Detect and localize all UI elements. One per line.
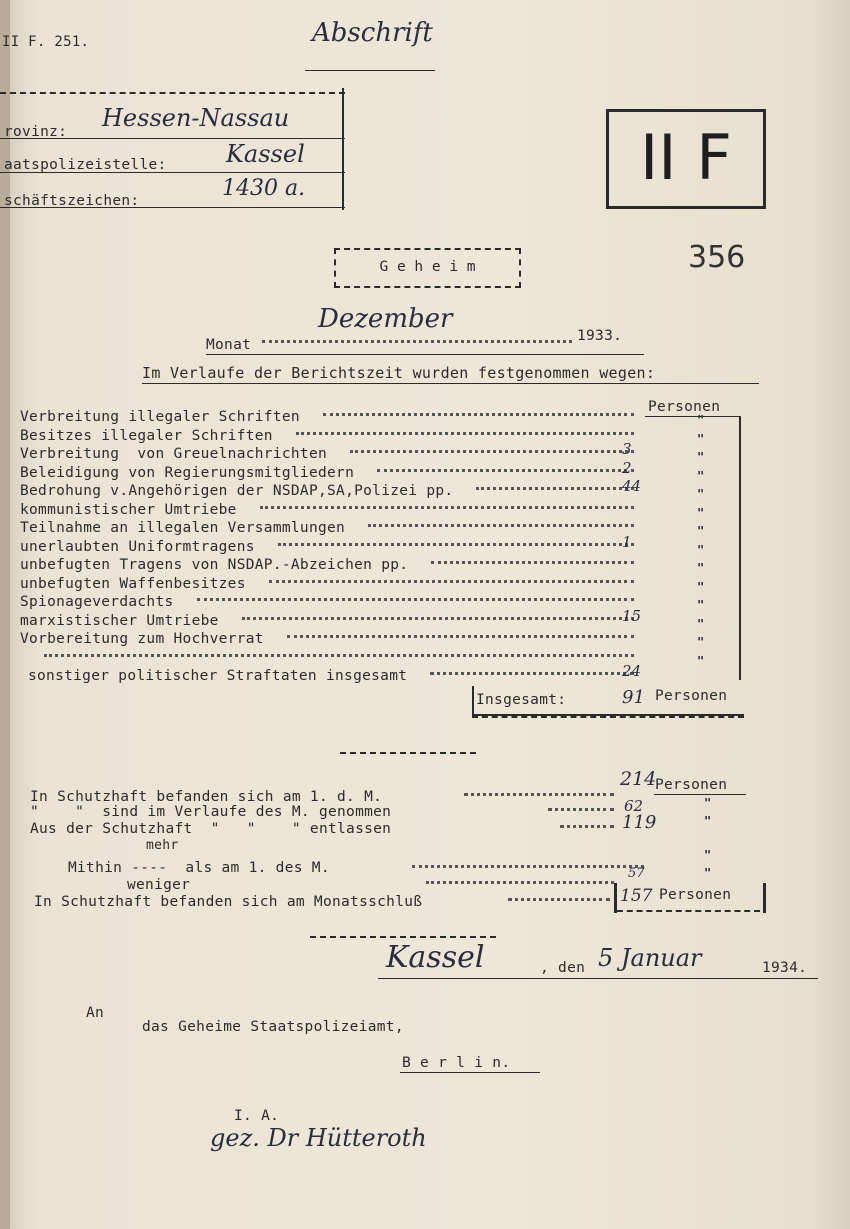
offense-ditto: ": [697, 450, 705, 464]
offense-dots: [368, 524, 634, 527]
offense-dots: [278, 543, 634, 546]
weniger-ditto: ": [704, 866, 712, 880]
offense-label: Vorbereitung zum Hochverrat: [20, 631, 264, 647]
offense-label: Verbreitung illegaler Schriften: [20, 409, 300, 425]
total-value: 91: [622, 687, 645, 708]
section-separator: [340, 752, 476, 754]
offense-dots: [287, 635, 634, 638]
offense-dots: [242, 617, 634, 620]
table-right-edge: [739, 416, 741, 680]
month-value: Dezember: [318, 304, 453, 334]
schutzhaft-row2-value: 62: [624, 797, 644, 815]
schutzhaft-row3-ditto: ": [704, 814, 712, 828]
address-city-underline: [400, 1072, 540, 1073]
total-unit: Personen: [655, 688, 728, 704]
offense-ditto: ": [697, 653, 705, 668]
schutzhaft-row1-dots: [464, 793, 614, 796]
offense-ditto: ": [697, 487, 705, 501]
schutzhaft-row1-value: 214: [620, 768, 657, 790]
weniger-dots: [426, 881, 614, 884]
offense-label: Bedrohung v.Angehörigen der NSDAP,SA,Polizei pp.: [20, 483, 454, 499]
schutzhaft-row3-value: 119: [622, 812, 657, 833]
offense-ditto: ": [697, 561, 705, 575]
offense-dots: [476, 487, 634, 490]
offense-dots: [197, 598, 634, 601]
schutzhaft-row2-label: " " sind im Verlaufe des M. genommen: [30, 804, 392, 820]
schutzhaft-row5-label: In Schutzhaft befanden sich am Monatsschluß: [34, 894, 423, 910]
frame-top-line: [0, 92, 345, 94]
offense-label: unerlaubten Uniformtragens: [20, 538, 255, 555]
offense-label: Beleidigung von Regierungsmitgliedern: [20, 464, 355, 481]
intro-underline: [142, 383, 759, 384]
offense-ditto: ": [697, 468, 705, 483]
abschrift-underline: [305, 70, 435, 71]
den-label: , den: [540, 960, 586, 976]
offense-ditto: ": [697, 635, 705, 649]
offense-count: 3: [622, 440, 632, 458]
mithin-ditto: ": [704, 848, 712, 862]
binding-gutter: [0, 0, 10, 1229]
offense-ditto: ": [697, 431, 705, 446]
offense-label: Teilnahme an illegalen Versammlungen: [20, 520, 346, 536]
frame-line-1: [0, 138, 345, 139]
schutzhaft-row3-label: Aus der Schutzhaft " " " entlassen: [30, 821, 392, 837]
offense-count: 1: [622, 532, 632, 551]
frame-right-edge: [342, 88, 344, 210]
reference-number: II F. 251.: [2, 34, 90, 50]
month-year: 1933.: [577, 328, 623, 344]
offense-dots: [377, 469, 634, 472]
schutzhaft-row5-dots: [508, 898, 610, 901]
mithin-dots: [412, 865, 644, 868]
signature-separator: [310, 936, 496, 938]
offense-label: unbefugten Tragens von NSDAP.-Abzeichen pp.: [20, 557, 409, 573]
schutzhaft-row1-label: In Schutzhaft befanden sich am 1. d. M.: [30, 789, 383, 805]
date-handwritten: 5 Januar: [598, 944, 702, 972]
stelle-label: aatspolizeistelle:: [4, 157, 167, 173]
frame-line-3: [0, 207, 345, 208]
month-underline: [206, 354, 644, 355]
department-stamp: [606, 109, 766, 209]
classification-text: G e h e i m: [379, 259, 476, 275]
schutzhaft-row4-value: 57: [628, 866, 645, 881]
address-an: An: [86, 1005, 105, 1021]
offense-count: 24: [622, 662, 642, 680]
provinz-label: rovinz:: [4, 124, 68, 140]
month-label: Monat: [206, 337, 252, 353]
total-double-line: [472, 716, 744, 718]
offense-ditto: ": [697, 579, 705, 594]
offense-count: 2: [622, 458, 632, 477]
frame-line-2: [0, 172, 345, 173]
offense-ditto: ": [697, 505, 705, 520]
stelle-value: Kassel: [226, 140, 305, 168]
schutzhaft-row2-ditto: ": [704, 796, 712, 810]
personen-underline: [645, 416, 741, 417]
offense-dots: [431, 561, 634, 564]
offense-dots: [260, 506, 634, 509]
offense-dots: [430, 672, 634, 675]
offense-dots: [44, 654, 634, 657]
offense-count: 44: [622, 477, 642, 495]
total-label: Insgesamt:: [476, 692, 567, 708]
weniger-label: weniger: [127, 877, 191, 893]
offense-ditto: ": [697, 413, 705, 427]
offense-ditto: ": [697, 542, 705, 557]
schutzhaft-row1-unit: Personen: [655, 777, 728, 793]
offense-label: Besitzes illegaler Schriften: [20, 427, 273, 444]
month-dots: [262, 340, 572, 343]
offense-dots: [296, 432, 634, 435]
offense-label: Verbreitung von Greuelnachrichten: [20, 446, 328, 462]
offense-dots: [350, 450, 634, 453]
provinz-value: Hessen-Nassau: [102, 104, 290, 132]
offense-dots: [323, 413, 634, 416]
intro-text: Im Verlaufe der Berichtszeit wurden festgenommen wegen:: [142, 364, 656, 382]
signature-ia: I. A.: [234, 1108, 280, 1124]
schutzhaft-unit-underline: [654, 794, 746, 795]
zeichen-value: 1430 a.: [222, 176, 306, 201]
sheet-number: 356: [688, 240, 746, 275]
date-underline: [378, 978, 818, 979]
offense-count: 15: [622, 606, 642, 625]
offense-label: unbefugten Waffenbesitzes: [20, 575, 246, 592]
offense-label: sonstiger politischer Straftaten insgesamt: [28, 668, 408, 684]
offense-ditto: ": [697, 598, 705, 612]
offense-label: kommunistischer Umtriebe: [20, 501, 237, 518]
schutzhaft-row2-dots: [548, 808, 614, 811]
offense-ditto: ": [697, 524, 705, 538]
date-year: 1934.: [762, 960, 808, 976]
signature-name: gez. Dr Hütteroth: [210, 1124, 427, 1152]
abschrift-handwritten: Abschrift: [312, 18, 433, 48]
offense-ditto: ": [697, 616, 705, 631]
offense-label: marxistischer Umtriebe: [20, 612, 219, 629]
address-city: B e r l i n.: [402, 1055, 511, 1071]
personen-header: Personen: [648, 399, 721, 415]
address-recipient: das Geheime Staatspolizeiamt,: [142, 1019, 404, 1035]
schutzhaft-row5-value: 157: [620, 886, 653, 906]
mithin-label: Mithin ---- als am 1. des M.: [68, 860, 330, 876]
schutzhaft-row3-dots: [560, 825, 614, 828]
classification-box: [334, 248, 521, 288]
zeichen-label: schäftszeichen:: [4, 193, 140, 209]
place-handwritten: Kassel: [386, 940, 485, 975]
mehr-label: mehr: [146, 838, 179, 853]
stamp-text: II F: [640, 121, 732, 194]
schutzhaft-row5-unit: Personen: [659, 887, 732, 903]
final-double-line: [617, 910, 760, 912]
offense-label: Spionageverdachts: [20, 594, 174, 610]
offense-dots: [269, 580, 634, 583]
